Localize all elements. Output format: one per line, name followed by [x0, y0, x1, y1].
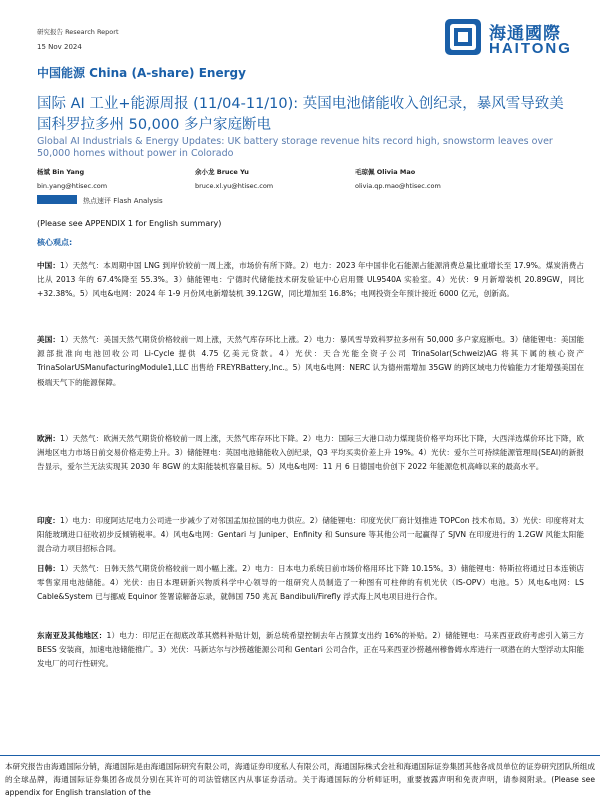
author-name: 杨斌 Bin Yang	[37, 168, 85, 176]
paragraph-china	[37, 259, 584, 302]
paragraph-lead: 欧洲：	[37, 434, 61, 443]
logo-text-cn: 海通國際	[489, 24, 561, 44]
section-title: 中国能源 China (A-share) Energy	[37, 66, 246, 80]
author-email[interactable]: bin.yang@htisec.com	[37, 182, 108, 190]
paragraph-lead: 中国：	[37, 261, 61, 270]
haitong-logo-icon	[445, 19, 481, 55]
logo-text-en: HAITONG	[489, 40, 572, 57]
paragraph-southeast-asia	[37, 629, 584, 672]
paragraph-text: 1）天然气：欧洲天然气期货价格较前一周上涨，天然气库存环比下降。2）电力：国际三大港口动力煤现货价格平均环比下降，大西洋选煤价环比下降，欧洲地区电力市场日前交易价格走势上升。3）储能锂电：英国电池储能收入创纪录，Q3 平均买卖价差上升 19%。4）光伏：爱尔兰可持续能源管理局(SEAI)的新报告显示，爱尔兰无法实现其 2030 年 8GW 的太阳能装机容量目标。5）风电&电网：11 月 6 日德国电价创下 2022 年能源危机高峰以来的最高水平。	[37, 434, 585, 472]
flash-analysis-label: 热点速评 Flash Analysis	[83, 197, 163, 205]
paragraph-text: 1）天然气：美国天然气期货价格较前一周上涨，天然气库存环比上涨。2）电力：暴风雪导致科罗拉多州有 50,000 多户家庭断电。3）储能锂电：美国能源部批准向电池回收公司 Li-Cycle 提供 4.75 亿美元贷款。4）光伏：天合光能全资子公司 TrinaSolar(Schweiz)AG 将其下属的核心资产 TrinaSolarUSManufacturingModule1,LLC 出售给 FREYRBattery,Inc.。5）风电&电网：NERC 认为德州需增加 35GW 的跨区域电力传输能力才能增强美国在极端天气下的能源保障。	[37, 335, 584, 387]
paragraph-text: 1）电力：印尼正在彻底改革其燃料补贴计划，新总统希望控制去年占预算支出约 16%的补贴。2）储能锂电：马来西亚政府考虑引入第三方 BESS 安装商，加速电池储能推广。3）光伏：马新达尔与沙捞越能源公司和 Gentari 公司合作，正在马来西亚沙捞越州穆鲁姆水库进行一项潜在的大型浮动太阳能发电厂的可行性研究。	[37, 631, 585, 669]
footer-disclaimer: 本研究报告由海通国际分销，海通国际是由海通国际研究有限公司，海通证券印度私人有限公司，海通国际株式会社和海通国际证券集团其他各成员单位的证券研究团队所组成的全球品牌，海通国际证券集团各成员分别在其许可的司法管辖区内从事证券活动。关于海通国际的分析师证明，重要披露声明和免责声明，请参阅附录。(Please see appendix for English translation of the	[5, 762, 595, 797]
paragraph-lead: 美国：	[37, 335, 61, 344]
paragraph-lead: 印度：	[37, 516, 60, 525]
author-2	[195, 167, 273, 190]
author-3	[355, 167, 441, 190]
author-email[interactable]: bruce.xl.yu@htisec.com	[195, 182, 274, 190]
paragraph-text: 1）电力：印度阿达尼电力公司进一步减少了对邻国孟加拉国的电力供应。2）储能锂电：印度光伏厂商计划推进 TOPCon 技术布局。3）光伏：印度将对太阳能玻璃进口征收初步反倾销税率。4）风电&电网：Gentari 与 Juniper、Enfinity 和 Sunsure 等其他公司一起赢得了 SJVN 在印度进行的 1.2GW 风能太阳能混合动力项目招标合同。	[37, 516, 584, 554]
paragraph-lead: 日韩：	[37, 564, 61, 573]
paragraph-europe	[37, 432, 584, 475]
appendix-note: (Please see APPENDIX 1 for English summary)	[37, 219, 222, 228]
paragraph-text: 1）天然气：日韩天然气期货价格较前一周小幅上涨。2）电力：日本电力系统日前市场价格用环比下降 10.15%。3）储能锂电：特斯拉将通过日本连锁店零售家用电池储能。4）光伏：由日本理研新兴物质科学中心领导的一组研究人员制造了一种图有可柱伸的有机光伏（IS-OPV）电池。5）风电&电网：LS Cable&System 已与挪威 Equinor 签署谅解备忘录，就韩国 750 兆瓦 Bandibuli/Firefly 浮式海上风电项目进行合作。	[37, 564, 584, 602]
author-1	[37, 167, 107, 190]
report-type-label: 研究报告 Research Report	[37, 28, 119, 36]
author-name: 余小龙 Bruce Yu	[195, 168, 249, 176]
report-title-cn: 国际 AI 工业+能源周报 (11/04-11/10): 英国电池储能收入创纪录，暴风雪导致美国科罗拉多州 50,000 多户家庭断电	[37, 96, 564, 133]
report-date: 15 Nov 2024	[37, 43, 82, 51]
flash-marker	[37, 195, 77, 204]
footer-divider	[0, 755, 600, 756]
paragraph-text: 1）天然气：本周期中国 LNG 到岸价较前一周上涨，市场价有所下降。2）电力：2023 年中国非化石能源占能源消费总量比重增长至 17.9%。煤炭消费占比从 2013 年的 67.4%降至 55.3%。3）储能锂电：宁德时代储能技术研发验证中心启用暨 UL9540A 实验室。4）光伏：9 月新增装机 20.89GW，同比+32.38%。5）风电&电网：2024 年 1-9 月份风电新增装机 39.12GW，同比增加至 16.8%；电网投资全年预计接近 6000 亿元，创新高。	[37, 261, 584, 299]
author-email[interactable]: olivia.qp.mao@htisec.com	[355, 182, 441, 190]
paragraph-us	[37, 333, 584, 390]
report-title-en: Global AI Industrials & Energy Updates: UK battery storage revenue hits record high, snowstorm leaves over 50,000 homes without power in Colorado	[37, 136, 553, 159]
paragraph-lead: 东南亚及其他地区：	[37, 631, 107, 640]
core-views-heading: 核心观点:	[37, 238, 73, 247]
haitong-logo	[445, 17, 595, 59]
paragraph-india	[37, 514, 584, 557]
author-name: 毛琼佩 Olivia Mao	[355, 168, 416, 176]
paragraph-japan-korea	[37, 562, 584, 605]
